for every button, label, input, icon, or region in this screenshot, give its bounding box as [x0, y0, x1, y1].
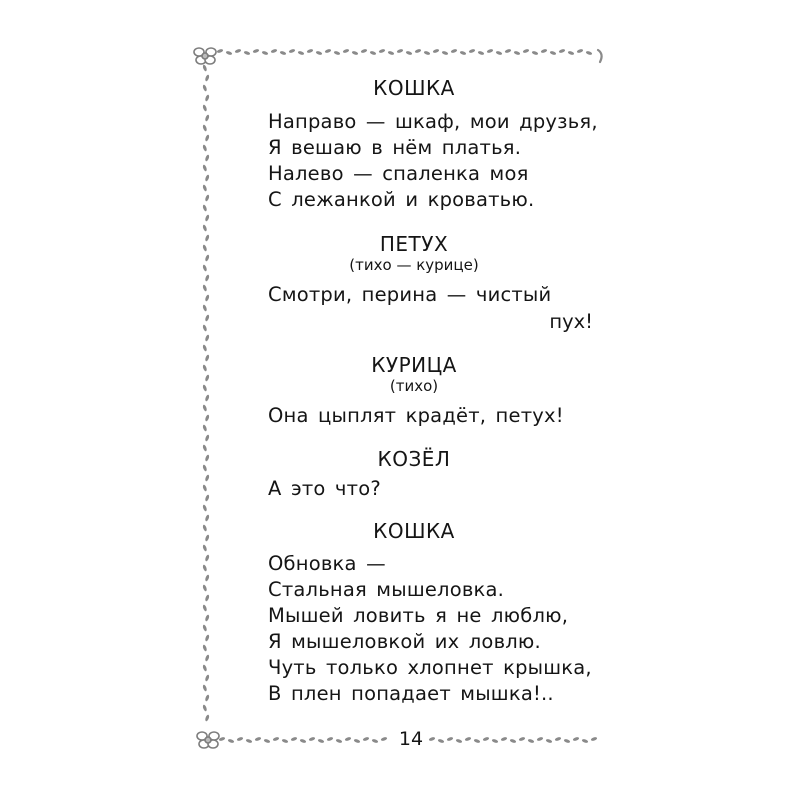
border-dash	[236, 736, 243, 741]
border-dash	[202, 664, 207, 671]
border-dash	[202, 264, 207, 271]
border-dash	[531, 50, 538, 55]
border-dash	[545, 738, 552, 743]
border-dash	[414, 48, 421, 53]
border-dash	[540, 48, 547, 53]
border-dash	[513, 50, 520, 55]
border-dash	[205, 654, 210, 661]
border-dash	[473, 738, 480, 743]
border-dash	[362, 736, 369, 741]
border-dash	[202, 484, 207, 491]
border-dash	[549, 50, 556, 55]
border-dash	[202, 564, 207, 571]
verse-line: Чуть только хлопнет крышка,	[268, 656, 592, 679]
border-dash	[205, 674, 210, 681]
border-dash	[263, 738, 270, 743]
border-dash	[205, 154, 210, 161]
border-dash	[202, 444, 207, 451]
border-dash	[405, 50, 412, 55]
border-dash	[202, 304, 207, 311]
corner-flower-icon	[197, 732, 219, 748]
border-dash	[491, 738, 498, 743]
speaker-name: КОШКА	[373, 519, 455, 543]
border-dash	[446, 736, 453, 741]
verse-line: Обновка —	[268, 552, 386, 575]
border-dash	[205, 274, 210, 281]
border-dash	[252, 48, 259, 53]
border-dash	[205, 214, 210, 221]
border-dash	[344, 736, 351, 741]
verse-line: Налево — спаленка моя	[268, 162, 529, 185]
speaker-name: КУРИЦА	[371, 353, 457, 377]
border-dash	[495, 50, 502, 55]
border-dash	[272, 736, 279, 741]
border-dash	[527, 738, 534, 743]
border-dash	[288, 48, 295, 53]
border-dash	[360, 48, 367, 53]
border-dash	[353, 738, 360, 743]
border-dash	[205, 74, 210, 81]
border-dash	[205, 254, 210, 261]
border-dash	[202, 544, 207, 551]
speaker-name: ПЕТУХ	[379, 232, 449, 256]
border-dash	[225, 50, 232, 55]
border-dash	[205, 454, 210, 461]
border-dash	[205, 114, 210, 121]
corner-flower-icon	[194, 48, 216, 64]
border-dash	[423, 50, 430, 55]
verse-line: С лежанкой и кроватью.	[268, 188, 535, 211]
border-dash	[590, 736, 597, 741]
corner-curl-icon	[598, 50, 602, 62]
border-dash	[522, 48, 529, 53]
border-dash	[500, 736, 507, 741]
border-dash	[342, 48, 349, 53]
border-dash	[378, 48, 385, 53]
border-dash	[202, 64, 207, 71]
border-dash	[202, 464, 207, 471]
border-dash	[205, 694, 210, 701]
border-dash	[205, 434, 210, 441]
border-dash	[205, 514, 210, 521]
border-dash	[202, 164, 207, 171]
verse-line: Стальная мышеловка.	[268, 578, 505, 601]
border-dash	[202, 504, 207, 511]
border-dash	[205, 714, 210, 721]
border-dash	[205, 414, 210, 421]
border-dash	[380, 736, 387, 741]
verse-line: Я мышеловкой их ловлю.	[268, 630, 541, 653]
border-dash	[486, 48, 493, 53]
border-dash	[205, 394, 210, 401]
border-dash	[333, 50, 340, 55]
speaker-name: КОЗЁЛ	[377, 447, 451, 471]
border-dash	[464, 736, 471, 741]
verse-line: Мышей ловить я не люблю,	[268, 604, 569, 627]
border-dash	[281, 738, 288, 743]
border-dash	[202, 244, 207, 251]
border-dash	[254, 736, 261, 741]
border-dash	[455, 738, 462, 743]
border-dash	[205, 374, 210, 381]
border-dash	[326, 736, 333, 741]
verse-line: Я вешаю в нём платья.	[268, 136, 522, 159]
border-dash	[202, 644, 207, 651]
border-dash	[504, 48, 511, 53]
border-dash	[299, 738, 306, 743]
border-dash	[205, 574, 210, 581]
border-dash	[477, 50, 484, 55]
border-dash	[536, 736, 543, 741]
border-dash	[202, 384, 207, 391]
border-dash	[202, 124, 207, 131]
border-dash	[205, 494, 210, 501]
border-dash	[396, 48, 403, 53]
border-dash	[351, 50, 358, 55]
border-dash	[216, 48, 223, 53]
border-dash	[202, 84, 207, 91]
border-dash	[585, 50, 592, 55]
border-dash	[202, 704, 207, 711]
page-number: 14	[398, 728, 424, 750]
border-dash	[369, 50, 376, 55]
border-dash	[205, 174, 210, 181]
border-dash	[202, 344, 207, 351]
border-dash	[428, 736, 435, 741]
border-dash	[205, 554, 210, 561]
border-dash	[205, 594, 210, 601]
border-dash	[387, 50, 394, 55]
border-dash	[245, 738, 252, 743]
border-dash	[205, 614, 210, 621]
border-dash	[243, 50, 250, 55]
border-dash	[234, 48, 241, 53]
border-dash	[371, 738, 378, 743]
border-dash	[202, 184, 207, 191]
border-dash	[205, 334, 210, 341]
border-dash	[315, 50, 322, 55]
border-dash	[581, 738, 588, 743]
border-dash	[308, 736, 315, 741]
border-dash	[558, 48, 565, 53]
border-dash	[482, 736, 489, 741]
border-dash	[459, 50, 466, 55]
border-dash	[324, 48, 331, 53]
verse-line: В плен попадает мышка!..	[268, 682, 554, 705]
border-dash	[441, 50, 448, 55]
verse-line-continuation: пух!	[549, 310, 593, 333]
border-dash	[202, 684, 207, 691]
border-dash	[202, 584, 207, 591]
verse-line: А это что?	[268, 477, 381, 500]
border-dash	[202, 324, 207, 331]
border-dash	[202, 364, 207, 371]
border-dash	[205, 474, 210, 481]
border-dash	[202, 524, 207, 531]
stage-direction: (тихо — курице)	[349, 256, 479, 274]
border-dash	[227, 738, 234, 743]
border-dash	[261, 50, 268, 55]
border-dash	[432, 48, 439, 53]
border-dash	[202, 224, 207, 231]
speaker-name: КОШКА	[373, 76, 455, 100]
border-dash	[202, 144, 207, 151]
border-dash	[202, 404, 207, 411]
border-dash	[205, 354, 210, 361]
border-dash	[202, 104, 207, 111]
verse-line: Смотри, перина — чистый	[268, 283, 552, 306]
stage-direction: (тихо)	[389, 377, 439, 395]
border-dash	[297, 50, 304, 55]
border-dash	[279, 50, 286, 55]
border-dash	[202, 624, 207, 631]
border-dash	[205, 634, 210, 641]
border-dash	[205, 94, 210, 101]
verse-line: Направо — шкаф, мои друзья,	[268, 110, 598, 133]
border-dash	[563, 738, 570, 743]
border-dash	[205, 534, 210, 541]
border-dash	[290, 736, 297, 741]
verse-line: Она цыплят крадёт, петух!	[268, 404, 564, 427]
border-dash	[567, 50, 574, 55]
border-dash	[205, 314, 210, 321]
border-dash	[468, 48, 475, 53]
border-dash	[202, 204, 207, 211]
border-dash	[335, 738, 342, 743]
border-dash	[306, 48, 313, 53]
border-dash	[572, 736, 579, 741]
border-dash	[509, 738, 516, 743]
border-dash	[270, 48, 277, 53]
border-dash	[202, 284, 207, 291]
border-dash	[554, 736, 561, 741]
border-dash	[450, 48, 457, 53]
border-dash	[518, 736, 525, 741]
border-dash	[202, 604, 207, 611]
border-dash	[205, 194, 210, 201]
border-dash	[437, 738, 444, 743]
border-dash	[317, 738, 324, 743]
border-dash	[202, 424, 207, 431]
border-dash	[205, 234, 210, 241]
border-dash	[205, 294, 210, 301]
border-dash	[576, 48, 583, 53]
border-dash	[205, 134, 210, 141]
